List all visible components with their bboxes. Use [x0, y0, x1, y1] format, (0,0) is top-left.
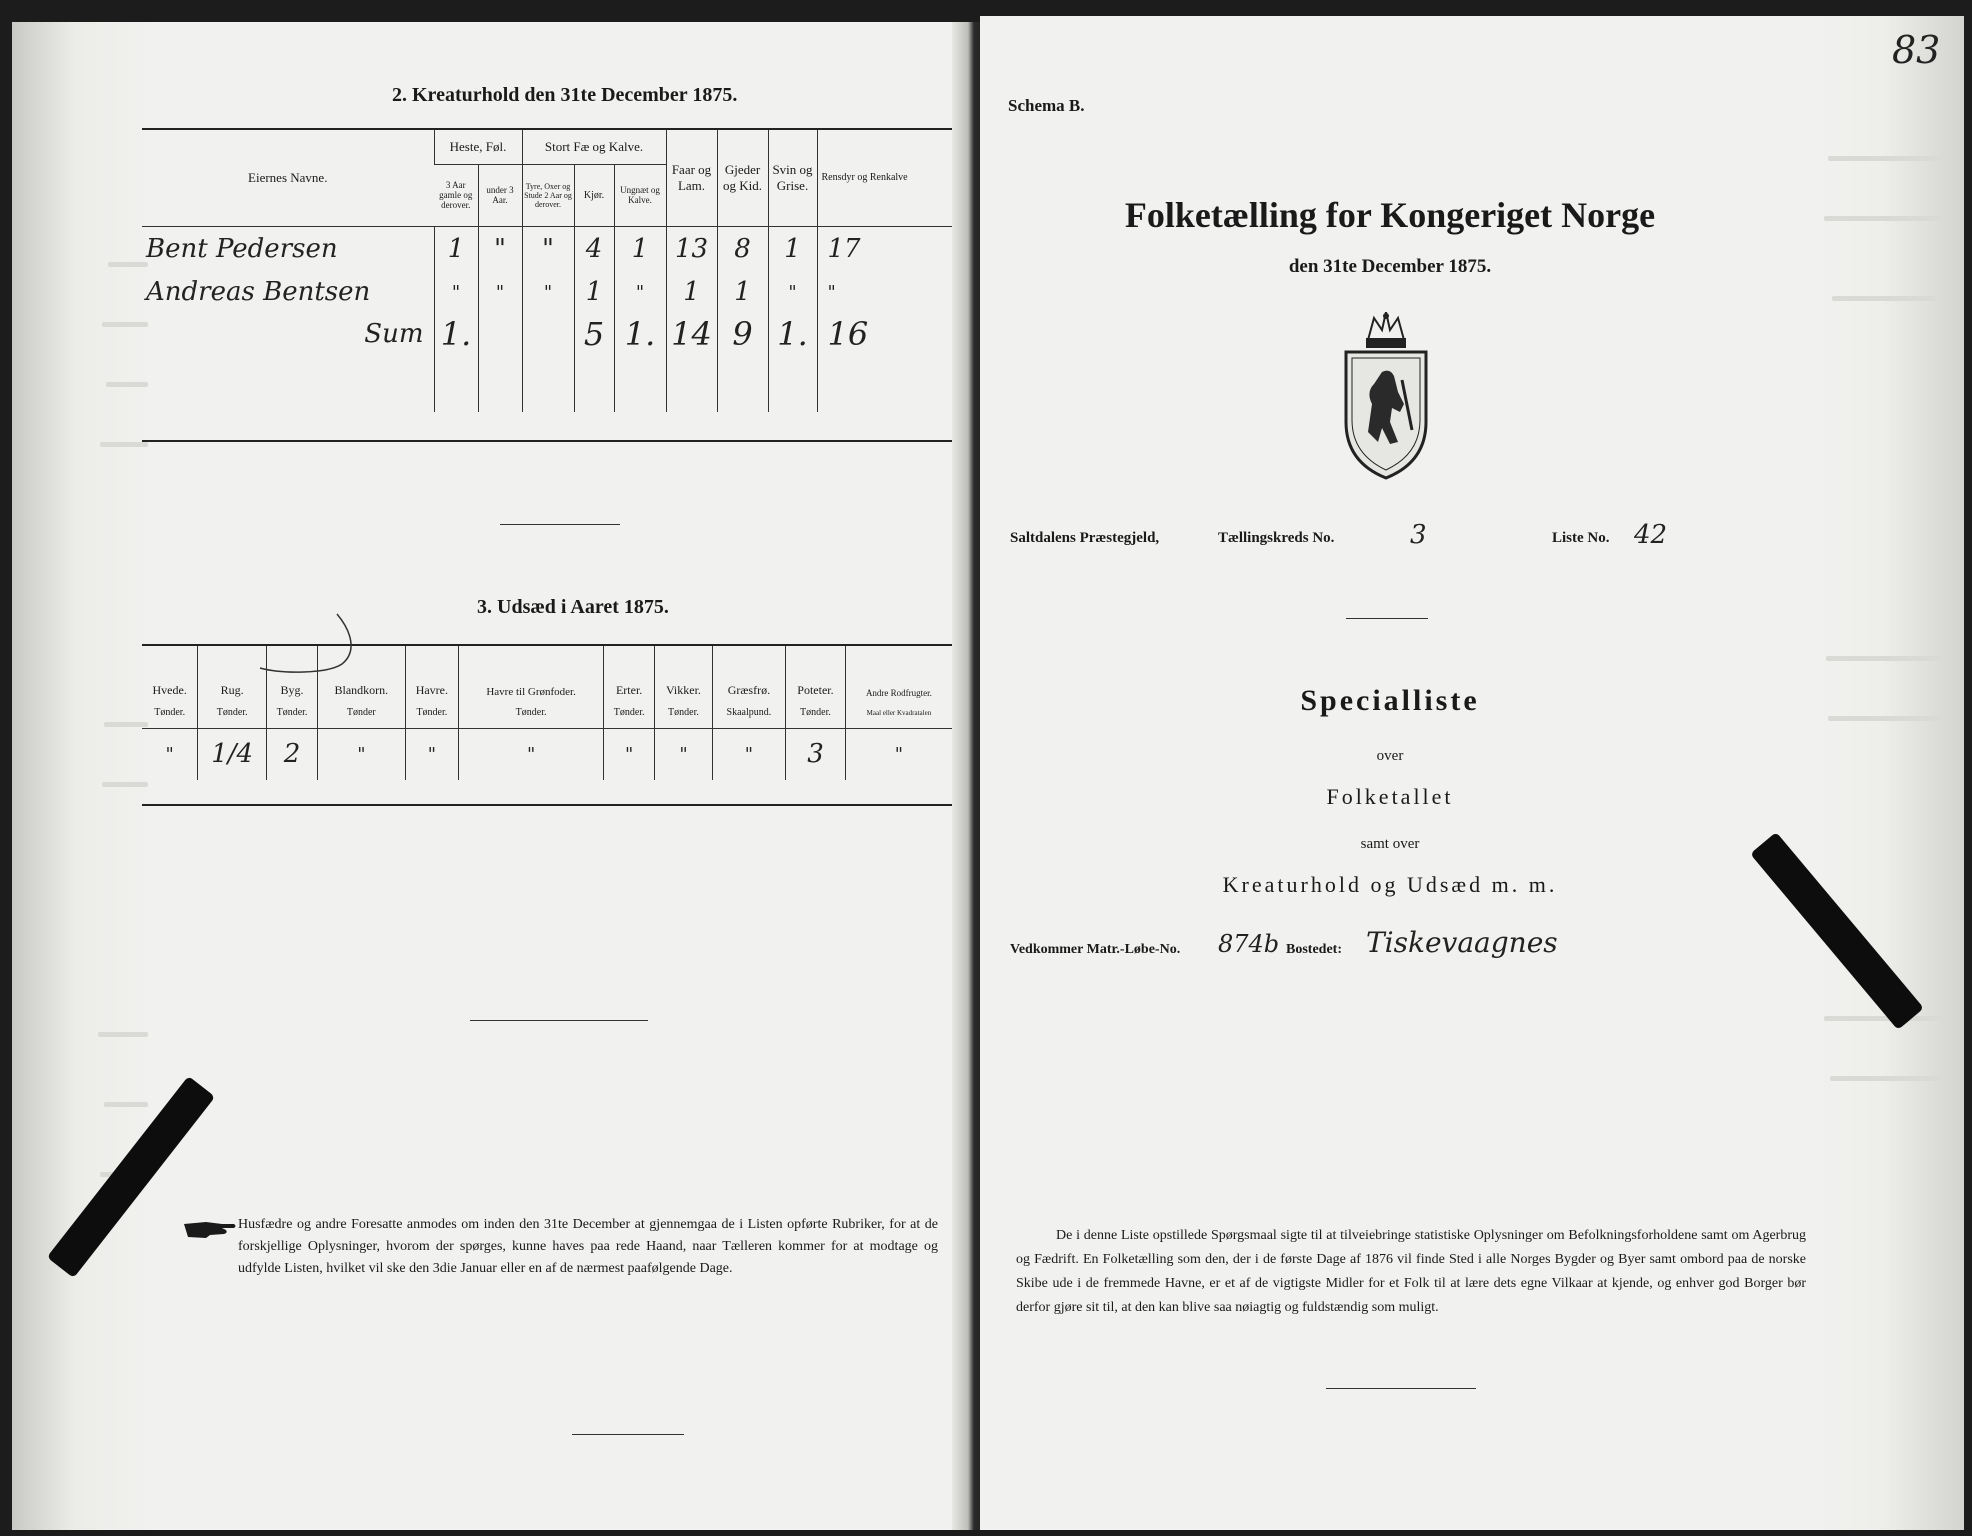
norway-coat-of-arms-emblem	[1338, 312, 1434, 480]
pigs-header: Svin og Grise.	[768, 130, 817, 226]
cell: "	[614, 272, 666, 312]
unit-label: Tønder.	[198, 698, 267, 728]
pointing-hand-icon	[182, 1218, 238, 1240]
page-number: 83	[1892, 28, 1941, 72]
district-number: 3	[1410, 520, 1427, 550]
left-page	[12, 22, 972, 1530]
owner-name: Andreas Bentsen	[146, 277, 371, 307]
unit-label: Tønder.	[142, 698, 198, 728]
unit-label: Maal eller Kvadratalen	[845, 698, 952, 728]
short-divider	[500, 524, 620, 525]
list-label: Liste No.	[1552, 530, 1610, 546]
oats-header: Havre.	[405, 646, 458, 698]
cell: 1	[434, 226, 478, 272]
table-row	[142, 272, 952, 312]
list-number: 42	[1634, 520, 1668, 550]
cell: 4	[574, 226, 614, 272]
unit-label: Tønder.	[405, 698, 458, 728]
explanatory-text: De i denne Liste opstillede Spørgsmaal sigte til at tilveiebringe statistiske Oplysninger om Befolkningsforholdene samt om Agerbrug og Fædrift. En Folketælling som den, der i de første Dage af 1876 vil finde Sted i alle Norges Bygder og Byer samt ombord paa de norske Skibe ude i de fremmede Havne, er et af de vigtigste Midler for et Folk til at lære dets egne Vilkaar at kjende, og enhver god Borger bør derfor gjøre sit til, at den kan blive saa nøiagtig og fuldstændig som muligt.	[1016, 1228, 1806, 1315]
livestock-seed-subtitle: Kreaturhold og Udsæd m. m.	[1222, 872, 1558, 897]
short-divider	[1326, 1388, 1476, 1389]
cell: 1.	[434, 312, 478, 356]
wheat-header: Hvede.	[152, 683, 187, 697]
right-page	[980, 16, 1964, 1530]
unit-label: Tønder.	[267, 698, 318, 728]
cell: 9	[717, 312, 768, 356]
residence-label: Bostedet:	[1286, 942, 1342, 957]
special-list-title: Specialliste	[1300, 684, 1480, 717]
main-title: Folketælling for Kongeriget Norge	[1124, 195, 1656, 235]
sheep-header: Faar og Lam.	[666, 130, 717, 226]
cell	[478, 312, 522, 356]
potatoes-header: Poteter.	[786, 646, 846, 698]
cell: 3	[786, 728, 846, 780]
cell: "	[768, 272, 817, 312]
owner-names-header: Eiernes Navne.	[142, 130, 434, 226]
cell: 1/4	[198, 728, 267, 780]
pencil-scribble	[242, 612, 362, 682]
unit-label: Tønder.	[786, 698, 846, 728]
section-3-title: 3. Udsæd i Aaret 1875.	[477, 596, 669, 618]
other-roots-header: Andre Rodfrugter.	[845, 646, 952, 698]
cows-header: Kjør.	[574, 164, 614, 226]
cell: "	[318, 728, 406, 780]
horses-3yrs-header: 3 Aar gamle og derover.	[434, 164, 478, 226]
cell: 1	[717, 272, 768, 312]
cell: 8	[717, 226, 768, 272]
cell: "	[478, 272, 522, 312]
cell: 1	[614, 226, 666, 272]
short-divider	[470, 1020, 648, 1021]
cell: 1	[768, 226, 817, 272]
sum-label: Sum	[364, 319, 424, 349]
mixed-grain-header: Blandkorn.	[318, 646, 406, 698]
barley-header: Byg.	[267, 646, 318, 698]
bleed-through-text-left	[12, 22, 152, 1530]
matr-label: Vedkommer Matr.-Løbe-No.	[1010, 942, 1181, 957]
cell: 1.	[768, 312, 817, 356]
cell: "	[165, 743, 174, 765]
short-divider	[1346, 618, 1428, 619]
cell: "	[817, 272, 952, 312]
unit-label: Tønder.	[459, 698, 604, 728]
cell: "	[405, 728, 458, 780]
cell: 2	[267, 728, 318, 780]
bleed-through-text-right	[1814, 16, 1964, 1530]
table-row	[142, 312, 952, 356]
parish-label: Saltdalens Præstegjeld,	[1010, 530, 1160, 546]
section-2-title: 2. Kreaturhold den 31te December 1875.	[392, 84, 738, 106]
table-row-empty	[142, 356, 952, 412]
owner-name: Bent Pedersen	[146, 234, 338, 265]
cell: "	[845, 728, 952, 780]
goats-header: Gjeder og Kid.	[717, 130, 768, 226]
samt-over-label: samt over	[1360, 836, 1420, 852]
over-label: over	[1376, 748, 1404, 764]
notice-text: Husfædre og andre Foresatte anmodes om inden den 31te December at gjennemgaa de i Listen opførte Rubriker, for at de forskjellige Oplysninger, hvorom der spørges, kunne haves paa rede Haand, naar Tælleren kommer for at modtage og udfylde Listen, hvilket vil ske den 3die Januar eller en af de nærmest paafølgende Dage.	[238, 1217, 938, 1276]
cell: "	[478, 226, 522, 272]
cell: "	[522, 272, 574, 312]
table-row	[142, 226, 952, 272]
cell: "	[604, 728, 655, 780]
unit-label: Tønder.	[604, 698, 655, 728]
cell: 1	[666, 272, 717, 312]
reindeer-header: Rensdyr og Renkalve	[817, 130, 952, 226]
cell: 16	[817, 312, 952, 356]
cell: "	[522, 226, 574, 272]
folketallet-label: Folketallet	[1326, 784, 1454, 809]
seed-table-bottom-rule	[142, 804, 952, 806]
table-row	[142, 728, 952, 780]
young-cattle-header: Ungnæt og Kalve.	[614, 164, 666, 226]
cell: "	[434, 272, 478, 312]
cell: 14	[666, 312, 717, 356]
cell: 1	[574, 272, 614, 312]
rye-header: Rug.	[198, 646, 267, 698]
livestock-table	[142, 130, 952, 412]
cell: 5	[574, 312, 614, 356]
unit-label: Tønder.	[655, 698, 713, 728]
horses-under-3yrs-header: under 3 Aar.	[478, 164, 522, 226]
cell: "	[712, 728, 785, 780]
census-date: den 31te December 1875.	[1288, 256, 1492, 277]
unit-label: Skaalpund.	[712, 698, 785, 728]
bulls-oxen-header: Tyre, Oxer og Stude 2 Aar og derover.	[522, 164, 574, 226]
green-fodder-oats-header: Havre til Grønfoder.	[459, 646, 604, 698]
cell: 1.	[614, 312, 666, 356]
horses-header: Heste, Føl.	[434, 130, 522, 164]
cell: "	[459, 728, 604, 780]
grass-seed-header: Græsfrø.	[712, 646, 785, 698]
matr-number: 874b	[1218, 930, 1280, 958]
residence-value: Tiskevaagnes	[1366, 926, 1558, 959]
district-label: Tællingskreds No.	[1218, 530, 1335, 546]
unit-label: Tønder	[318, 698, 406, 728]
short-divider	[572, 1434, 684, 1435]
cell: 17	[817, 226, 952, 272]
cell: 13	[666, 226, 717, 272]
cell: "	[655, 728, 713, 780]
cattle-header: Stort Fæ og Kalve.	[522, 130, 666, 164]
table-bottom-rule	[142, 440, 952, 442]
cell	[522, 312, 574, 356]
schema-label: Schema B.	[1008, 96, 1085, 115]
peas-header: Erter.	[604, 646, 655, 698]
vetch-header: Vikker.	[655, 646, 713, 698]
